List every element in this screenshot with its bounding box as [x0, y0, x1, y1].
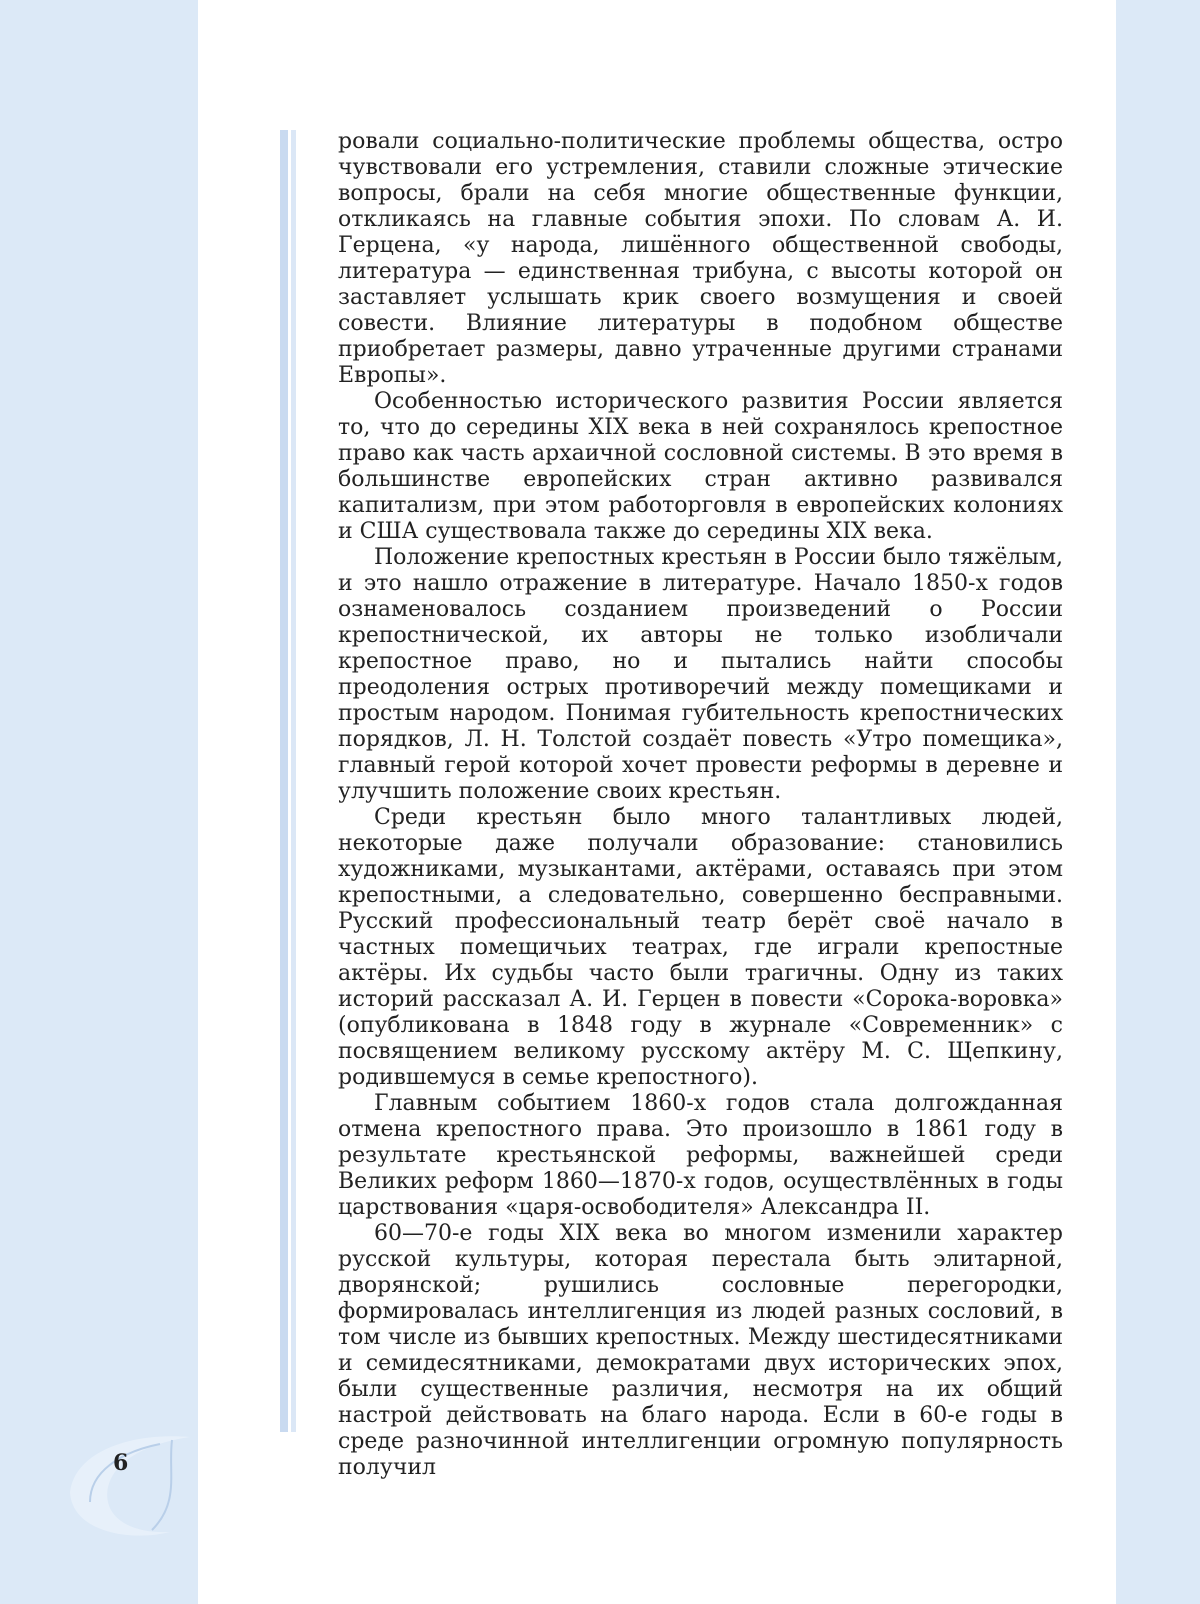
- paragraph-2: Особенностью исторического развития России является то, что до середины XIX века в ней сохранялось крепостное право как часть архаичной сословной системы. В это время в большинстве европейских стран активно развивался капитализм, при этом работорговля в европейских колониях и США существовала также до середины XIX века.: [338, 389, 1063, 544]
- page-corner-ornament: [60, 1432, 210, 1542]
- paragraph-3: Положение крепостных крестьян в России было тяжёлым, и это нашло отражение в литературе. Начало 1850-х годов ознаменовалось созданием произведений о России крепостнической, их авторы не только изобличали крепостное право, но и пытались найти способы преодоления острых противоречий между помещиками и простым народом. Понимая губительность крепостнических порядков, Л. Н. Толстой создаёт повесть «Утро помещика», главный герой которой хочет провести реформы в деревне и улучшить положение своих крестьян.: [338, 545, 1063, 804]
- paragraph-5: Главным событием 1860-х годов стала долгожданная отмена крепостного права. Это произошло в 1861 году в результате крестьянской реформы, важнейшей среди Великих реформ 1860—1870-х годов, осуществлённых в годы царствования «царя-освободителя» Александра II.: [338, 1091, 1063, 1220]
- margin-bar: [280, 130, 288, 1432]
- paragraph-6: 60—70-е годы XIX века во многом изменили характер русской культуры, которая перестала быть элитарной, дворянской; рушились сословные перегородки, формировалась интеллигенция из людей разных сословий, в том числе из бывших крепостных. Между шестидесятниками и семидесятниками, демократами двух исторических эпох, были существенные различия, несмотря на их общий настрой действовать на благо народа. Если в 60-е годы в среде разночинной интеллигенции огромную популярность получил: [338, 1221, 1063, 1480]
- body-text: [338, 129, 1063, 1481]
- margin-bar-light: [291, 130, 296, 1432]
- page-number: 6: [113, 1450, 129, 1476]
- paragraph-4: Среди крестьян было много талантливых людей, некоторые даже получали образование: становились художниками, музыкантами, актёрами, оставаясь при этом крепостными, а следовательно, совершенно бесправными. Русский профессиональный театр берёт своё начало в частных помещичьих театрах, где играли крепостные актёры. Их судьбы часто были трагичны. Одну из таких историй рассказал А. И. Герцен в повести «Сорока-воровка» (опубликована в 1848 году в журнале «Современник» с посвящением великому русскому актёру М. С. Щепкину, родившемуся в семье крепостного).: [338, 805, 1063, 1090]
- paragraph-1: ровали социально-политические проблемы общества, остро чувствовали его устремления, ставили сложные этические вопросы, брали на себя многие общественные функции, откликаясь на главные события эпохи. По словам А. И. Герцена, «у народа, лишённого общественной свободы, литература — единственная трибуна, с высоты которой он заставляет услышать крик своего возмущения и своей совести. Влияние литературы в подобном обществе приобретает размеры, давно утраченные другими странами Европы».: [338, 129, 1063, 388]
